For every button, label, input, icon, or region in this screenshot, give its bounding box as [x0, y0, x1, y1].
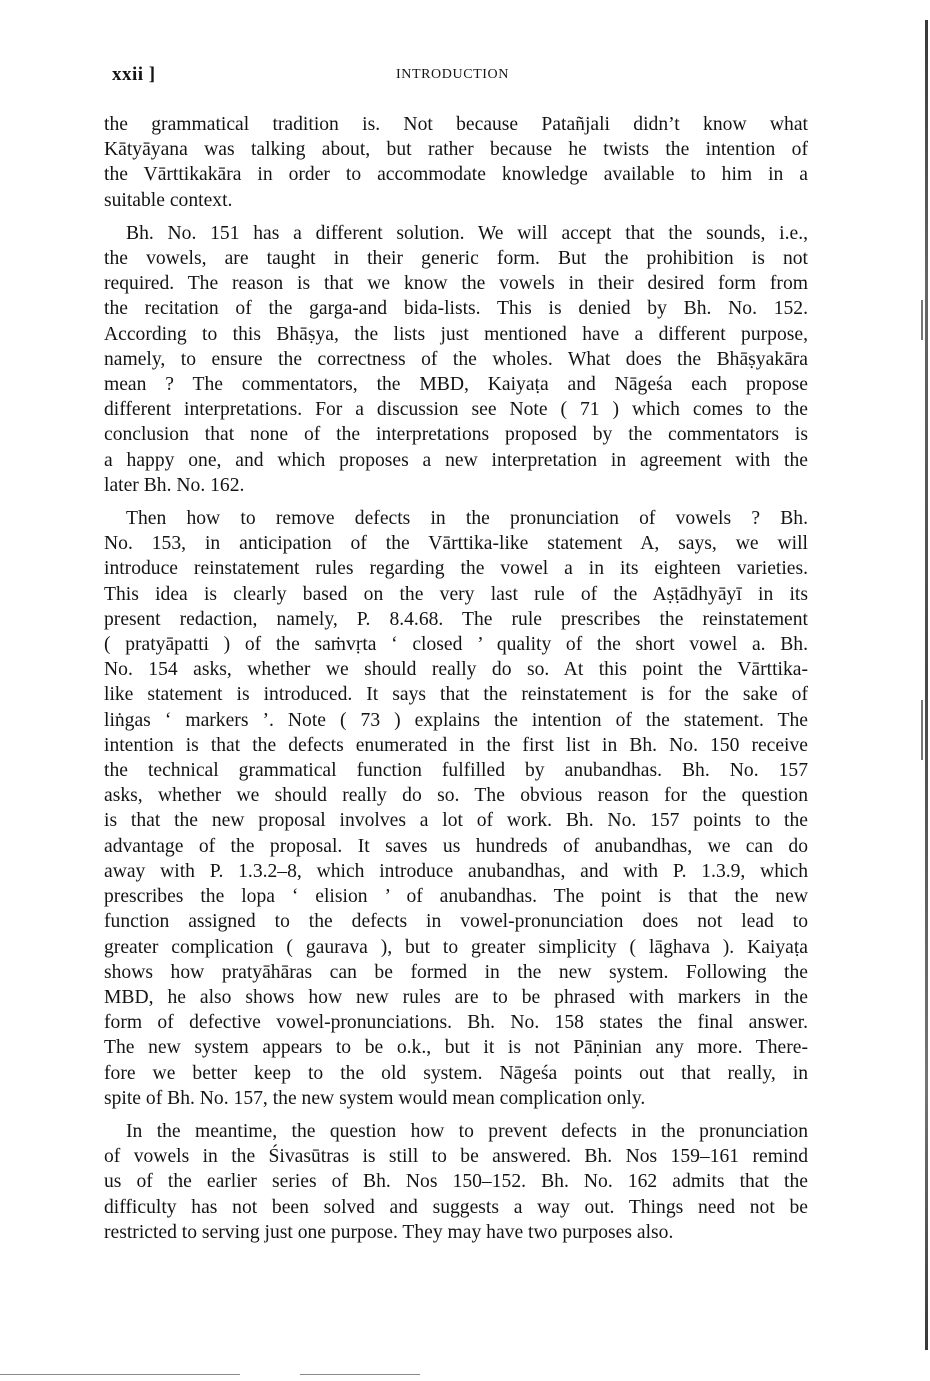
text-line: Bh. No. 151 has a different solution. We will accept that the sounds, i.e., [126, 222, 808, 244]
text-line: liṅgas ‘ markers ’. Note ( 73 ) explains the intention of the statement. The [104, 709, 808, 731]
bottom-rule [0, 1374, 240, 1375]
text-line: Then how to remove defects in the pronunciation of vowels ? Bh. [126, 508, 808, 530]
text-line: a happy one, and which proposes a new interpretation in agreement with the [104, 449, 808, 471]
text-line: the grammatical tradition is. Not because Patañjali didn’t know what [104, 114, 808, 135]
text-line: restricted to serving just one purpose. They may have two purposes also. [104, 1221, 674, 1243]
bottom-rule [300, 1374, 420, 1375]
page-number: xxii ] [112, 64, 156, 85]
text-line: ( pratyāpatti ) of the saṁvṛta ‘ closed ’ quality of the short vowel a. Bh. [104, 634, 808, 656]
text-line: present redaction, namely, P. 8.4.68. The rule prescribes the reinstatement [104, 608, 808, 630]
text-line: form of defective vowel-pronunciations. Bh. No. 158 states the final answer. [104, 1012, 808, 1034]
text-line: the vowels, are taught in their generic form. But the prohibition is not [104, 248, 808, 270]
text-line: According to this Bhāṣya, the lists just mentioned have a different purpose, [104, 323, 808, 345]
text-line: asks, whether we should really do so. The obvious reason for the question [104, 785, 808, 807]
text-line: away with P. 1.3.2–8, which introduce anubandhas, and with P. 1.3.9, which [104, 860, 808, 882]
paragraph [104, 112, 808, 213]
text-line: shows how pratyāhāras can be formed in the new system. Following the [104, 961, 808, 983]
text-line: required. The reason is that we know the vowels in their desired form from [104, 273, 808, 295]
text-line: intention is that the defects enumerated in the first list in Bh. No. 150 receive [104, 734, 808, 756]
text-line: suitable context. [104, 189, 233, 211]
text-line: difficulty has not been solved and suggests a way out. Things need not be [104, 1196, 808, 1218]
text-line: of vowels in the Śivasūtras is still to be answered. Bh. Nos 159–161 remind [104, 1146, 808, 1168]
text-line: function assigned to the defects in vowel-pronunciation does not lead to [104, 911, 808, 933]
paragraph [104, 506, 808, 1111]
text-line: prescribes the lopa ‘ elision ’ of anubandhas. The point is that the new [104, 886, 808, 908]
text-line: In the meantime, the question how to prevent defects in the pronunciation [126, 1120, 808, 1142]
paragraph [104, 221, 808, 498]
text-line: MBD, he also shows how new rules are to be phrased with markers in the [104, 986, 808, 1008]
text-line: No. 154 asks, whether we should really do so. At this point the Vārttika- [104, 659, 808, 681]
paragraph [104, 1119, 808, 1245]
text-line: us of the earlier series of Bh. Nos 150–152. Bh. No. 162 admits that the [104, 1171, 808, 1193]
text-line: spite of Bh. No. 157, the new system would mean complication only. [104, 1087, 646, 1109]
text-line: the technical grammatical function fulfilled by anubandhas. Bh. No. 157 [104, 760, 808, 782]
text-line: conclusion that none of the interpretations proposed by the commentators is [104, 424, 808, 446]
scan-artifact [921, 300, 923, 340]
text-line: No. 153, in anticipation of the Vārttika-like statement A, says, we will [104, 533, 808, 555]
text-line: different interpretations. For a discussion see Note ( 71 ) which comes to the [104, 399, 808, 421]
text-line: The new system appears to be o.k., but it is not Pāṇinian any more. There- [104, 1037, 808, 1059]
text-line: This idea is clearly based on the very last rule of the Aṣṭādhyāyī in its [104, 583, 808, 605]
text-line: later Bh. No. 162. [104, 474, 245, 496]
running-head: INTRODUCTION [396, 67, 509, 82]
scanned-page-edge [925, 20, 928, 1350]
text-line: the recitation of the garga-and bida-lists. This is denied by Bh. No. 152. [104, 298, 808, 320]
text-line: mean ? The commentators, the MBD, Kaiyaṭa and Nāgeśa each propose [104, 374, 808, 396]
text-line: introduce reinstatement rules regarding the vowel a in its eighteen varieties. [104, 558, 808, 580]
text-line: fore we better keep to the old system. Nāgeśa points out that really, in [104, 1062, 808, 1084]
body-text [104, 112, 808, 1253]
text-line: like statement is introduced. It says that the reinstatement is for the sake of [104, 684, 808, 706]
scan-artifact [921, 700, 923, 760]
text-line: the Vārttikakāra in order to accommodate knowledge available to him in a [104, 164, 808, 186]
text-line: advantage of the proposal. It saves us hundreds of anubandhas, we can do [104, 835, 808, 857]
page-header [104, 64, 808, 88]
text-line: is that the new proposal involves a lot of work. Bh. No. 157 points to the [104, 810, 808, 832]
text-line: namely, to ensure the correctness of the wholes. What does the Bhāṣyakāra [104, 348, 808, 370]
text-line: Kātyāyana was talking about, but rather because he twists the intention of [104, 139, 808, 161]
text-line: greater complication ( gaurava ), but to greater simplicity ( lāghava ). Kaiyaṭa [104, 936, 808, 958]
